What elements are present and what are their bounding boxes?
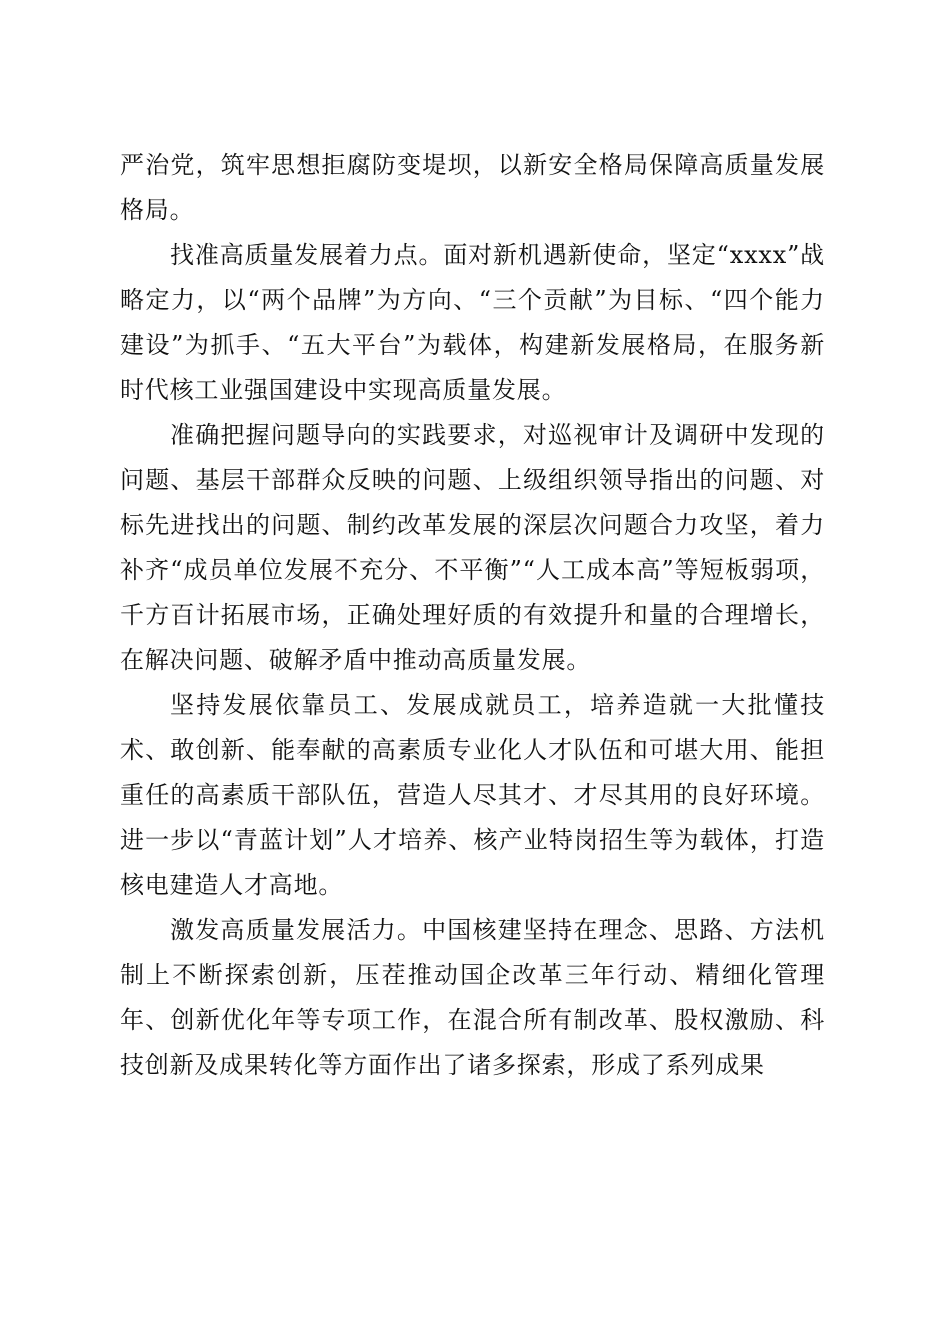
paragraph-development-vitality: 激发高质量发展活力。中国核建坚持在理念、思路、方法机制上不断探索创新，压茬推动国企改革三年行动、精细化管理年、创新优化年等专项工作，在混合所有制改革、股权激励、科技创新及成果转化等方面作出了诸多探索，形成了系列成果 xyxy=(120,916,825,1079)
paragraph-talent-development: 坚持发展依靠员工、发展成就员工，培养造就一大批懂技术、敢创新、能奉献的高素质专业化人才队伍和可堪大用、能担重任的高素质干部队伍，营造人尽其才、才尽其用的良好环境。进一步以“青蓝计划”人才培养、核产业特岗招生等为载体，打造核电建造人才高地。 xyxy=(120,691,825,899)
paragraph-development-focus: 找准高质量发展着力点。面对新机遇新使命，坚定“xxxx”战略定力，以“两个品牌”为方向、“三个贡献”为目标、“四个能力建设”为抓手、“五大平台”为载体，构建新发展格局，在服务新时代核工业强国建设中实现高质量发展。 xyxy=(120,241,825,404)
paragraph-problem-orientation: 准确把握问题导向的实践要求，对巡视审计及调研中发现的问题、基层干部群众反映的问题、上级组织领导指出的问题、对标先进找出的问题、制约改革发展的深层次问题合力攻坚，着力补齐“成员单位发展不充分、不平衡”“人工成本高”等短板弱项，千方百计拓展市场，正确处理好质的有效提升和量的合理增长，在解决问题、破解矛盾中推动高质量发展。 xyxy=(120,421,825,674)
document-body xyxy=(120,143,825,1088)
paragraph-continuation: 严治党，筑牢思想拒腐防变堤坝，以新安全格局保障高质量发展格局。 xyxy=(120,151,825,224)
